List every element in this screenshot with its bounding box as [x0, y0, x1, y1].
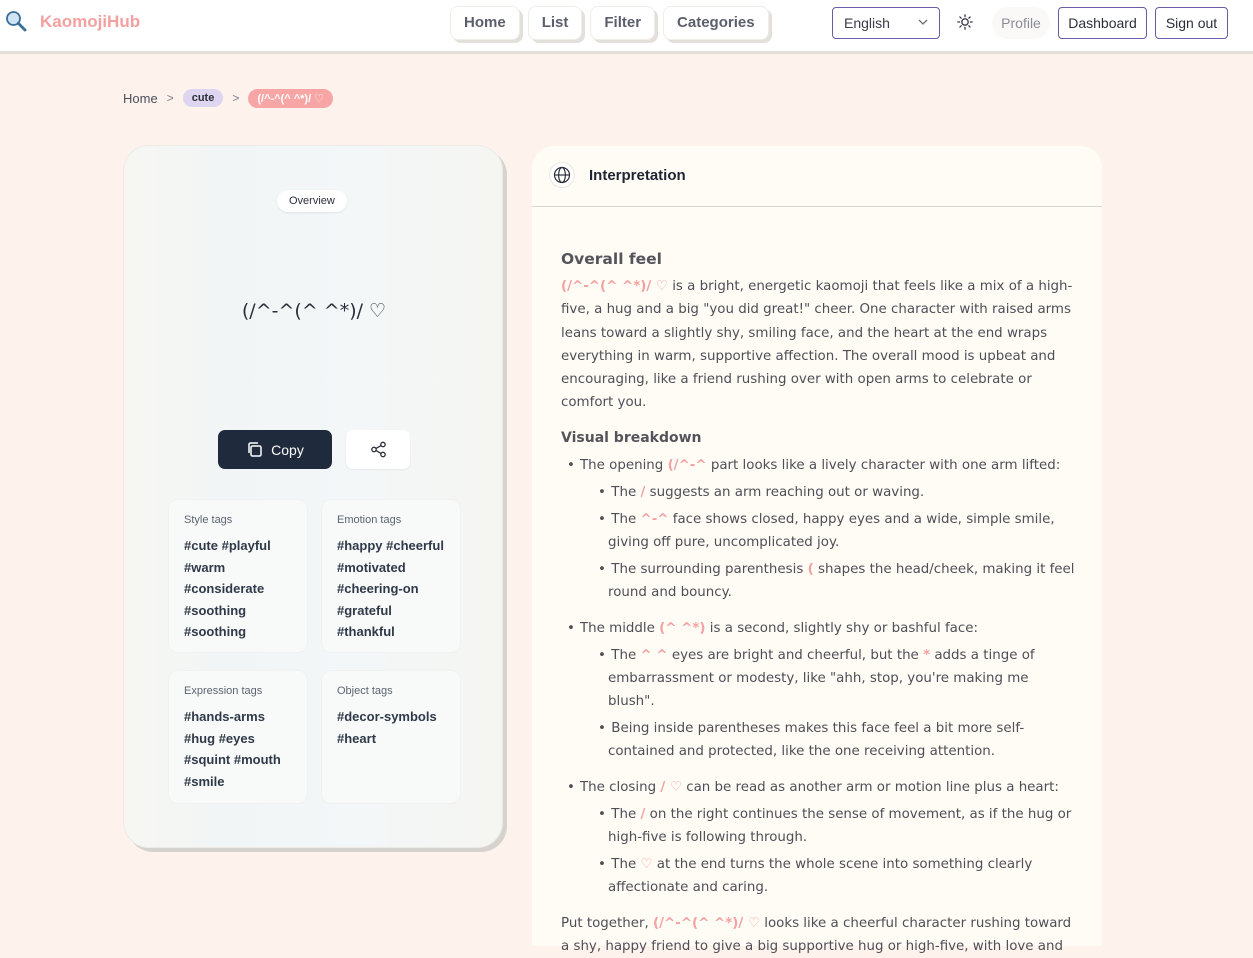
code-snippet: ♡	[640, 857, 653, 873]
tag-link[interactable]: #grateful	[337, 602, 392, 618]
text: The surrounding parenthesis	[611, 562, 804, 578]
text: part looks like a lively character with one arm lifted:	[710, 457, 1061, 473]
breakdown-item-closing	[561, 776, 1076, 900]
text: The	[611, 647, 637, 663]
interpretation-title: Interpretation	[589, 167, 686, 184]
code-snippet: /	[640, 806, 646, 822]
text: The	[611, 857, 637, 873]
text: eyes are bright and cheerful, but the	[671, 647, 919, 663]
code-snippet: (^ ^*)	[659, 620, 706, 636]
nav-categories[interactable]: Categories	[663, 6, 769, 40]
breadcrumb-home[interactable]: Home	[123, 90, 158, 106]
copy-icon	[246, 441, 263, 458]
code-snippet: ^ ^	[640, 647, 668, 663]
code-snippet: ^-^	[640, 511, 669, 527]
breakdown-item-opening	[561, 454, 1076, 605]
code-snippet: /	[640, 484, 646, 500]
kaomoji-display: (/^-^(^ ^*)/ ♡	[241, 300, 387, 322]
breadcrumb-tag-cute[interactable]: cute	[183, 89, 224, 107]
kaomoji-inline: (/^-^(^ ^*)/ ♡	[653, 915, 760, 931]
main-nav	[450, 6, 769, 40]
nav-filter[interactable]: Filter	[590, 6, 655, 40]
text: is a second, slightly shy or bashful face:	[709, 620, 978, 636]
text: face shows closed, happy eyes and a wide, simple smile, giving off pure, uncomplicated joy.	[608, 511, 1055, 551]
code-snippet: (/^-^	[667, 457, 707, 473]
dashboard-button[interactable]: Dashboard	[1058, 7, 1147, 39]
tag-link[interactable]: #mouth	[233, 752, 281, 767]
text: on the right continues the sense of movement, as if the hug or high-five is following through.	[608, 806, 1072, 846]
summary-paragraph	[561, 912, 1076, 958]
text: The	[611, 511, 637, 527]
list-item	[561, 644, 1076, 714]
magnifier-logo-icon[interactable]	[5, 10, 27, 32]
breadcrumb-current: (/^-^(^ ^*)/ ♡	[248, 89, 333, 108]
tag-link[interactable]: #happy	[337, 538, 383, 553]
globe-icon	[549, 162, 575, 188]
expression-tags-box	[168, 670, 308, 804]
text: The opening	[580, 457, 664, 473]
code-snippet: / ♡	[660, 779, 682, 795]
kaomoji-inline: (/^-^(^ ^*)/ ♡	[561, 279, 668, 294]
text: The	[611, 806, 637, 822]
text: The	[611, 484, 637, 500]
list-item	[561, 717, 1076, 764]
breakdown-item-middle	[561, 617, 1076, 764]
code-snippet: *	[923, 647, 931, 663]
overall-text: is a bright, energetic kaomoji that feels like a mix of a high-five, a hug and a big "you did great!" cheer. One character with raised arms leans toward a slightly shy, smiling face, and the heart at the end wraps everything in warm, supportive affection. The overall mood is upbeat and encouraging, like a friend rushing over with open arms to celebrate or comfort you.	[561, 279, 1073, 411]
list-item	[561, 853, 1076, 900]
style-tags-title: Style tags	[184, 514, 233, 526]
sun-theme-icon[interactable]	[957, 14, 973, 30]
tag-link[interactable]: #considerate	[184, 581, 265, 596]
overview-badge: Overview	[277, 190, 347, 212]
copy-button-label: Copy	[271, 441, 304, 458]
emotion-tags-title: Emotion tags	[337, 514, 402, 526]
top-header	[0, 0, 1253, 54]
site-logo-text[interactable]: KaomojiHub	[40, 12, 141, 31]
interpretation-panel	[532, 146, 1102, 954]
list-item	[561, 508, 1076, 555]
tag-link[interactable]: #smile	[184, 773, 225, 789]
text: looks like a cheerful character rushing toward a shy, happy friend to give a big supportive hug or high-five, with love and	[561, 915, 1072, 954]
nav-list[interactable]: List	[528, 6, 583, 40]
expression-tags-title: Expression tags	[184, 685, 263, 697]
language-select[interactable]	[832, 7, 940, 39]
code-snippet: (	[807, 562, 814, 578]
text: at the end turns the whole scene into something clearly affectionate and caring.	[608, 857, 1033, 896]
chevron-right-icon: >	[232, 91, 240, 105]
overall-feel-heading: Overall feel	[561, 250, 662, 268]
list-item	[561, 617, 1076, 640]
tag-link[interactable]: #decor-symbols	[337, 709, 437, 724]
text: Put together,	[561, 915, 649, 931]
list-item	[561, 776, 1076, 799]
list-item	[561, 803, 1076, 850]
tag-link[interactable]: #squint	[184, 752, 231, 767]
tag-link[interactable]: #motivated	[337, 559, 406, 575]
visual-breakdown-heading: Visual breakdown	[561, 429, 702, 446]
tag-link[interactable]: #cheering-on	[337, 581, 419, 596]
tag-link[interactable]: #soothing	[184, 624, 247, 639]
text: The middle	[580, 620, 655, 636]
text: shapes the head/cheek, making it feel round and bouncy.	[608, 562, 1075, 601]
tag-link[interactable]: #warm	[184, 559, 226, 575]
overall-feel-paragraph	[561, 275, 1076, 415]
tag-link[interactable]: #thankful	[337, 624, 395, 639]
kaomoji-card	[123, 145, 503, 848]
interpretation-header	[532, 146, 1102, 207]
text: adds a tinge of embarrassment or modesty, like "ahh, stop, you're making me blush".	[608, 647, 1035, 710]
list-item	[561, 454, 1076, 477]
interpretation-body	[561, 249, 1076, 958]
object-tags-box	[321, 670, 461, 804]
language-select-value: English	[844, 15, 890, 31]
nav-home[interactable]: Home	[450, 6, 520, 40]
share-button[interactable]	[346, 430, 410, 469]
list-item	[561, 558, 1076, 605]
text: The closing	[580, 779, 657, 795]
tag-link[interactable]: #cheerful	[386, 538, 444, 553]
object-tags-title: Object tags	[337, 685, 393, 697]
tag-link[interactable]: #cute	[184, 538, 218, 553]
text: Being inside parentheses makes this face feel a bit more self-contained and protected, like the one receiving attention.	[608, 721, 1025, 760]
emotion-tags-box	[321, 499, 461, 653]
text: can be read as another arm or motion line plus a heart:	[686, 779, 1059, 795]
profile-button[interactable]: Profile	[992, 7, 1050, 39]
tag-link[interactable]: #playful	[221, 538, 271, 553]
copy-button[interactable]	[218, 430, 332, 469]
tag-link[interactable]: #hug	[184, 730, 216, 746]
tag-link[interactable]: #eyes	[218, 730, 255, 746]
sign-out-button[interactable]: Sign out	[1155, 7, 1228, 39]
tag-link[interactable]: #heart	[337, 730, 377, 746]
chevron-right-icon: >	[166, 91, 174, 105]
tag-link[interactable]: #hands-arms	[184, 709, 265, 724]
share-icon	[370, 441, 387, 458]
tag-link[interactable]: #soothing	[184, 602, 247, 618]
chevron-down-icon	[918, 17, 928, 27]
style-tags-box	[168, 499, 308, 653]
list-item	[561, 481, 1076, 504]
breadcrumb	[123, 88, 333, 108]
text: suggests an arm reaching out or waving.	[649, 484, 925, 500]
